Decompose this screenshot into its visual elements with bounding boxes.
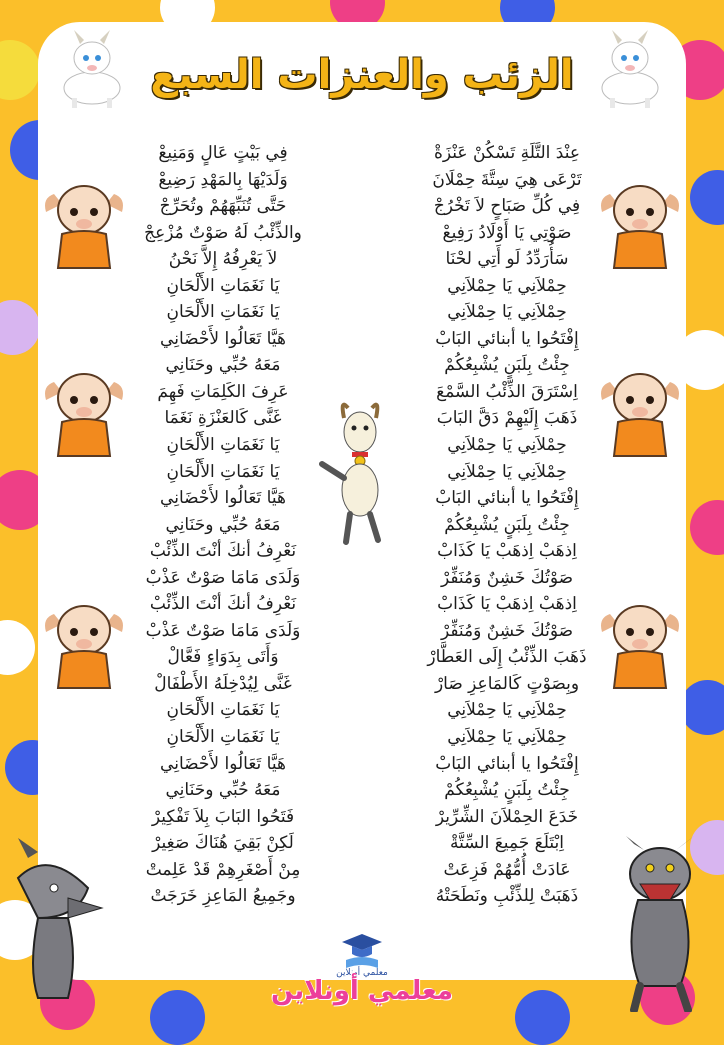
- poem-line: يَا نَغَمَاتِ الأَلْحَانِ: [166, 302, 280, 323]
- poem-line: وجَمِيعُ المَاعِزِ خَرَجَتْ: [150, 886, 296, 907]
- poem-line: وَأَتَى بِدَوَاءٍ فَعَّالْ: [167, 647, 279, 668]
- poem-line: اِذهَبْ اِذهَبْ يَا كَذَابْ: [437, 541, 577, 562]
- poem-line: يَا نَغَمَاتِ الأَلْحَانِ: [166, 275, 280, 296]
- poem-line: صَوْتُكَ خَشِنٌ وَمُنَفِّرْ: [440, 620, 574, 641]
- poem-line: صَوْتُكَ خَشِنٌ وَمُنَفِّرْ: [440, 567, 574, 588]
- poem-line: عَرِفَ الكَلِمَاتِ فَهِمَ: [157, 381, 289, 402]
- poem-line: يَا نَغَمَاتِ الأَلْحَانِ: [166, 461, 280, 482]
- poem-line: مَعَهُ حُبِّي وحَنَانِي: [165, 355, 281, 376]
- poem-line: مَعَهُ حُبِّي وحَنَانِي: [165, 780, 281, 801]
- poem-line: إِفْتَحُوا يا أبنائي البَابْ: [435, 488, 579, 509]
- poem-column-right: [382, 140, 632, 910]
- poem-line: ذَهَبَ الذِّئْبُ إِلَى العَطَّارْ: [427, 647, 587, 668]
- poem-line: فِي بَيْتٍ عَالٍ وَمَنِيعْ: [158, 143, 288, 163]
- poem-line: مِنْ أَصْغَرِهِمْ قَدْ عَلِمتْ: [145, 859, 301, 880]
- poem-line: حِمْلاَنِي يَا حِمْلاَنِي: [447, 435, 567, 456]
- poem-line: ذَهَبَتْ لِلذِّئْبِ ونَطَحَتْهُ: [435, 886, 579, 907]
- poem-line: اِبْتَلَعَ جَمِيعَ السِّتَّةْ: [450, 833, 564, 854]
- poem-line: حِمْلاَنِي يَا حِمْلاَنِي: [447, 727, 567, 748]
- poem-line: سَأُرَدِّدُ لَو أَتِي لحْنَا: [445, 249, 569, 270]
- poem-line: صَوْتِي يَا أَوْلَادُ رَفِيعْ: [442, 222, 572, 243]
- poem-line: حَتَّى تُنَبِّهَهُمْ وتُحَرِّجْ: [159, 196, 287, 217]
- poem-line: عِنْدَ التَّلَةِ تَسْكُنْ عَنْزَةْ: [434, 143, 580, 163]
- logo-text: معلمي أونلاين: [336, 968, 388, 978]
- poem-line: مَعَهُ حُبِّي وحَنَانِي: [165, 514, 281, 535]
- poem-line: فِي كُلِّ صَبَاحٍ لاَ تَخْرُجْ: [433, 196, 581, 217]
- poem-line: إِفْتَحُوا يا أبنائي البَابْ: [435, 753, 579, 774]
- poem-line: حِمْلاَنِي يَا حِمْلاَنِي: [447, 302, 567, 323]
- poem-line: إِفْتَحُوا يا أبنائي البَابْ: [435, 328, 579, 349]
- poem-line: اِذهَبْ اِذهَبْ يَا كَذَابْ: [437, 594, 577, 615]
- poem-line: والذِّئْبُ لَهُ صَوْتٌ مُزْعِجْ: [144, 222, 302, 243]
- poem-line: حِمْلاَنِي يَا حِمْلاَنِي: [447, 275, 567, 296]
- poem-line: يَا نَغَمَاتِ الأَلْحَانِ: [166, 700, 280, 721]
- poem-line: نَعْرِفُ أنكَ أنْتَ الذِّئْبْ: [149, 541, 297, 562]
- poem-line: غَنَّى لِيُدْخِلَهُ الأَطْفَالْ: [154, 673, 292, 694]
- poem-line: هَيَّا تَعَالُوا لأَحْضَانِي: [160, 488, 286, 509]
- poem-line: وَلَدَيْهَا بِالمَهْدِ رَضِيعْ: [158, 169, 288, 190]
- poem-line: يَا نَغَمَاتِ الأَلْحَانِ: [166, 435, 280, 456]
- poem-line: يَا نَغَمَاتِ الأَلْحَانِ: [166, 727, 280, 748]
- goat-icon: [52, 28, 132, 110]
- poem-line: وبِصَوْتٍ كَالمَاعِزِ صَارْ: [434, 673, 580, 694]
- page-title: الزئب والعنزات السبع: [150, 52, 574, 98]
- poem-line: عَادَتْ أُمُّهُمْ فَزِعَتْ: [443, 859, 571, 880]
- poem-line: وَلَدَى مَامَا صَوْتٌ عَذْبْ: [145, 620, 301, 641]
- poem-line: لاَ يَعْرِفُهُ إِلاَّ نَحْنُ: [168, 249, 278, 270]
- poem-line: ذَهَبَ إِلَيْهِمْ دَقَّ البَابَ: [436, 408, 578, 429]
- poem-line: غَنَّى كَالعَنْزَةِ نَغَمَا: [164, 408, 282, 429]
- poem-line: هَيَّا تَعَالُوا لأَحْضَانِي: [160, 328, 286, 349]
- poem-line: جِئْتُ بِلَبَنٍ يُشْبِعُكُمْ: [444, 780, 570, 801]
- goat-icon: [590, 28, 670, 110]
- poem-line: جِئْتُ بِلَبَنٍ يُشْبِعُكُمْ: [444, 355, 570, 376]
- poem-line: تَرْعَى هِيَ سِتَّةَ حِمْلَانَ: [432, 169, 582, 190]
- poem-line: نَعْرِفُ أنكَ أنْتَ الذِّئْبْ: [149, 594, 297, 615]
- poem-column-left: [98, 140, 348, 910]
- poem-line: فَتَحُوا البَابَ بِلاَ تَفْكِيرْ: [151, 806, 295, 827]
- poem-line: حِمْلاَنِي يَا حِمْلاَنِي: [447, 461, 567, 482]
- poem-line: هَيَّا تَعَالُوا لأَحْضَانِي: [160, 753, 286, 774]
- poem-line: خَدَعَ الحِمْلاَنَ الشِّرِّيرْ: [435, 806, 579, 827]
- poem-line: اِسْتَرَقَ الذِّئْبُ السَّمْعَ: [436, 381, 578, 402]
- footer-site-name: معلمي أونلاين: [271, 976, 453, 1006]
- poem-line: حِمْلاَنِي يَا حِمْلاَنِي: [447, 700, 567, 721]
- poem-line: جِئْتُ بِلَبَنٍ يُشْبِعُكُمْ: [444, 514, 570, 535]
- poem-line: لَكِنْ بَقِيَ هُنَاكَ صَغِيرْ: [152, 833, 294, 854]
- poem-line: وَلَدَى مَامَا صَوْتٌ عَذْبْ: [145, 567, 301, 588]
